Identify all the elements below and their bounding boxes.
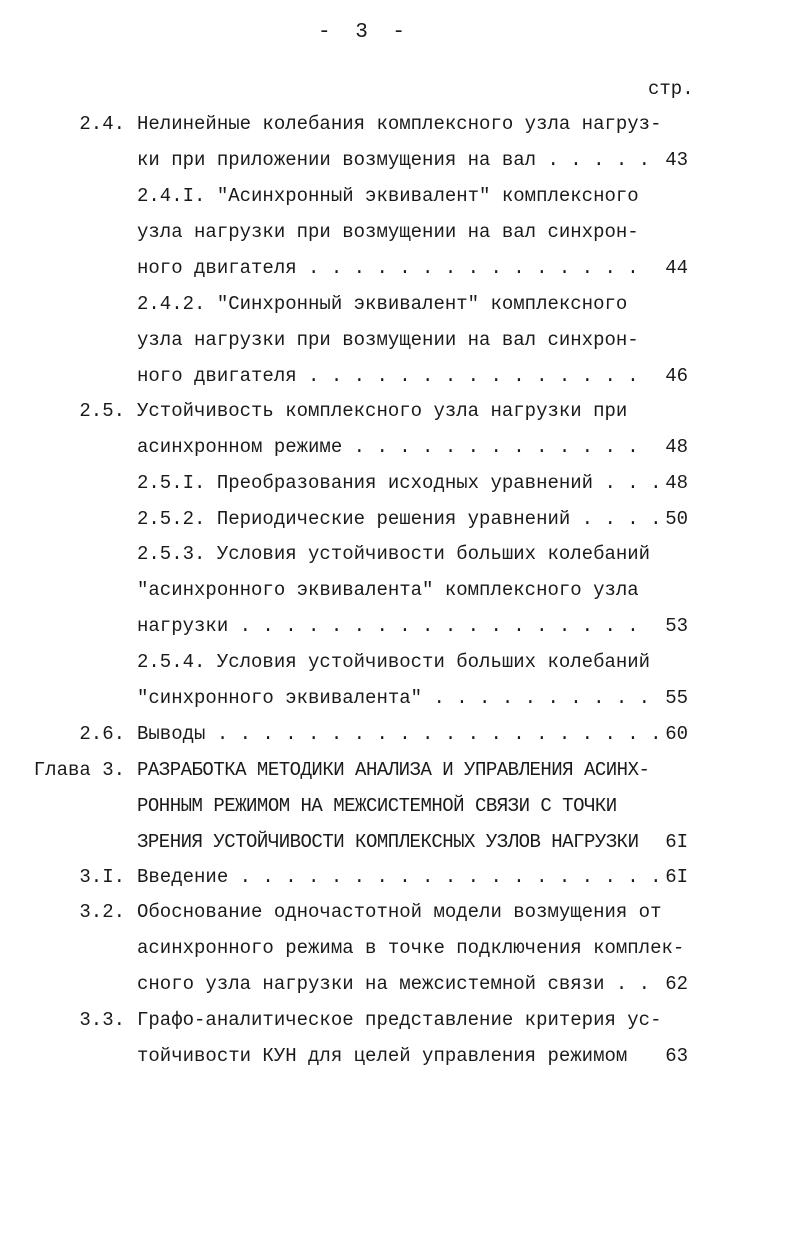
toc-entry-line: 2.5.4. Условия устойчивости больших колебаний xyxy=(137,651,651,673)
toc-entry-page: 48 xyxy=(665,472,688,494)
toc-entry-line: асинхронного режима в точке подключения комплек- xyxy=(137,936,685,959)
toc-entry-page: 48 xyxy=(665,435,688,458)
toc-entry-line: Графо-аналитическое представление критерия ус- xyxy=(137,1009,662,1031)
toc-entry-line: Устойчивость комплексного узла нагрузки при xyxy=(137,400,628,422)
toc-entry-page: 53 xyxy=(665,614,688,637)
toc-entry-line: асинхронном режиме . . . . . . . . . . . . . xyxy=(137,435,639,458)
toc-entry-page: 50 xyxy=(665,508,688,530)
toc-entry-page: 6I xyxy=(665,830,688,853)
toc-entry-page: 62 xyxy=(665,972,688,995)
toc-entry-line: Выводы . . . . . . . . . . . . . . . . . . . . xyxy=(137,723,662,745)
toc-entry-page: 43 xyxy=(665,148,688,171)
toc-entry-line: РОННЫМ РЕЖИМОМ НА МЕЖСИСТЕМНОЙ СВЯЗИ С ТОЧКИ xyxy=(137,794,617,817)
toc-entry-line: узла нагрузки при возмущении на вал синхрон- xyxy=(137,328,639,351)
toc-entry-line: 2.5.2. Периодические решения уравнений . . . . xyxy=(137,508,662,530)
toc-entry-line: 2.5.3. Условия устойчивости больших колебаний xyxy=(137,543,651,565)
toc-entry-line: тойчивости КУН для целей управления режимом xyxy=(137,1044,628,1067)
toc-entry-line: Обоснование одночастотной модели возмущения от xyxy=(137,901,662,923)
toc-entry-line: 2.5.I. Преобразования исходных уравнений . . . xyxy=(137,472,662,494)
toc-entry-number: 2.6. xyxy=(79,723,125,745)
toc-entry-line: Нелинейные колебания комплексного узла нагруз- xyxy=(137,113,662,135)
toc-entry-page: 63 xyxy=(665,1044,688,1067)
toc-entry-number: Глава 3. xyxy=(33,759,125,781)
toc-entry-page: 46 xyxy=(665,364,688,387)
toc-entry-line: РАЗРАБОТКА МЕТОДИКИ АНАЛИЗА И УПРАВЛЕНИЯ АСИНХ- xyxy=(137,759,650,781)
toc-entry-line: узла нагрузки при возмущении на вал синхрон- xyxy=(137,220,639,243)
page-column-label: стр. xyxy=(648,78,694,100)
toc-entry-number: 3.3. xyxy=(79,1009,125,1031)
toc-entry-number: 3.I. xyxy=(79,866,125,888)
toc-entry-line: ного двигателя . . . . . . . . . . . . . . . xyxy=(137,256,639,279)
page-number: - 3 - xyxy=(318,21,412,44)
toc-entry-line: ного двигателя . . . . . . . . . . . . . . . xyxy=(137,364,639,387)
toc-entry-line: нагрузки . . . . . . . . . . . . . . . . . . xyxy=(137,614,639,637)
toc-entry-line: "синхронного эквивалента" . . . . . . . . . . xyxy=(137,686,651,709)
toc-entry-number: 2.5. xyxy=(79,400,125,422)
toc-entry-line: Введение . . . . . . . . . . . . . . . . . . . xyxy=(137,866,662,888)
toc-entry-line: сного узла нагрузки на межсистемной связи . . xyxy=(137,972,651,995)
toc-entry-page: 6I xyxy=(665,866,688,888)
toc-entry-number: 3.2. xyxy=(79,901,125,923)
toc-entry-line: 2.4.2. "Синхронный эквивалент" комплексного xyxy=(137,293,628,315)
toc-entry-page: 55 xyxy=(665,686,688,709)
toc-entry-page: 60 xyxy=(665,723,688,745)
toc-entry-page: 44 xyxy=(665,256,688,279)
toc-entry-line: ки при приложении возмущения на вал . . . . . xyxy=(137,148,651,171)
toc-entry-line: "асинхронного эквивалента" комплексного узла xyxy=(137,578,639,601)
toc-entry-line: ЗРЕНИЯ УСТОЙЧИВОСТИ КОМПЛЕКСНЫХ УЗЛОВ НАГРУЗКИ xyxy=(137,830,639,853)
toc-entry-number: 2.4. xyxy=(79,113,125,135)
toc-entry-line: 2.4.I. "Асинхронный эквивалент" комплексного xyxy=(137,185,639,207)
